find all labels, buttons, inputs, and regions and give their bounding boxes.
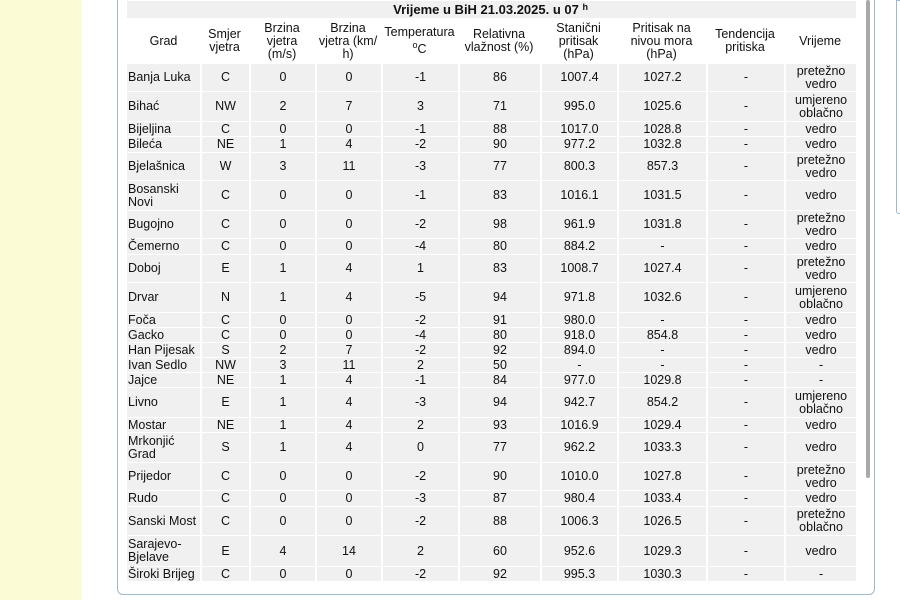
- cell-brzina-kmh: 4: [315, 388, 381, 417]
- cell-grad: Sanski Most: [127, 507, 200, 535]
- cell-smjer: C: [200, 491, 249, 506]
- cell-pritisak-more: -: [617, 313, 706, 327]
- cell-brzina-kmh: 0: [315, 567, 381, 581]
- cell-tendencija: -: [706, 491, 784, 506]
- cell-brzina-kmh: 7: [315, 92, 381, 121]
- hour-superscript: h: [582, 2, 588, 12]
- cell-brzina-kmh: 0: [315, 239, 381, 254]
- cell-temperatura: -3: [381, 388, 458, 417]
- cell-stanicni-pritisak: 995.3: [540, 567, 617, 581]
- cell-temperatura: -1: [381, 181, 458, 210]
- table-row: [127, 283, 856, 312]
- table-row: [127, 373, 856, 387]
- cell-vrijeme: vedro: [784, 239, 856, 254]
- table-title: Vrijeme u BiH 21.03.2025. u 07 $^h$: [127, 1, 856, 18]
- cell-tendencija: -: [706, 418, 784, 432]
- cell-pritisak-more: 1027.8: [617, 463, 706, 490]
- table-row: [127, 358, 856, 372]
- cell-grad: Doboj: [127, 255, 200, 282]
- cell-brzina-ms: 0: [249, 64, 315, 91]
- cell-tendencija: -: [706, 536, 784, 566]
- cell-tendencija: -: [706, 358, 784, 372]
- cell-vrijeme: vedro: [784, 181, 856, 210]
- cell-brzina-ms: 0: [249, 507, 315, 535]
- cell-grad: Drvar: [127, 283, 200, 312]
- cell-stanicni-pritisak: 894.0: [540, 343, 617, 357]
- header-temperatura: Temperatura $^o$C: [381, 19, 458, 63]
- page-background-left: [0, 0, 82, 600]
- table-row: [127, 418, 856, 432]
- cell-temperatura: 2: [381, 358, 458, 372]
- cell-vrijeme: umjereno oblačno: [784, 388, 856, 417]
- cell-brzina-kmh: 0: [315, 181, 381, 210]
- cell-vrijeme: vedro: [784, 137, 856, 152]
- cell-grad: Jajce: [127, 373, 200, 387]
- cell-tendencija: -: [706, 507, 784, 535]
- cell-grad: Bihać: [127, 92, 200, 121]
- cell-stanicni-pritisak: 1010.0: [540, 463, 617, 490]
- cell-vlaznost: 94: [458, 283, 540, 312]
- cell-grad: Bosanski Novi: [127, 181, 200, 210]
- cell-pritisak-more: -: [617, 239, 706, 254]
- cell-tendencija: -: [706, 463, 784, 490]
- cell-tendencija: -: [706, 122, 784, 136]
- cell-smjer: NE: [200, 418, 249, 432]
- cell-vlaznost: 80: [458, 328, 540, 342]
- cell-stanicni-pritisak: 977.0: [540, 373, 617, 387]
- cell-temperatura: -2: [381, 313, 458, 327]
- cell-tendencija: -: [706, 153, 784, 180]
- table-body: [127, 64, 856, 581]
- cell-pritisak-more: 1029.3: [617, 536, 706, 566]
- table-row: [127, 211, 856, 238]
- table-row: [127, 255, 856, 282]
- cell-brzina-ms: 0: [249, 463, 315, 490]
- cell-temperatura: 1: [381, 255, 458, 282]
- cell-smjer: C: [200, 64, 249, 91]
- cell-smjer: E: [200, 536, 249, 566]
- cell-pritisak-more: 1032.6: [617, 283, 706, 312]
- scrollbar-thumb[interactable]: [866, 0, 870, 478]
- table-row: [127, 328, 856, 342]
- cell-temperatura: -4: [381, 239, 458, 254]
- cell-stanicni-pritisak: 980.4: [540, 491, 617, 506]
- cell-pritisak-more: 1029.8: [617, 373, 706, 387]
- cell-smjer: W: [200, 153, 249, 180]
- cell-smjer: C: [200, 211, 249, 238]
- cell-stanicni-pritisak: 1007.4: [540, 64, 617, 91]
- cell-temperatura: 0: [381, 433, 458, 462]
- cell-temperatura: 3: [381, 92, 458, 121]
- cell-vrijeme: umjereno oblačno: [784, 283, 856, 312]
- cell-pritisak-more: 854.8: [617, 328, 706, 342]
- cell-stanicni-pritisak: 1016.1: [540, 181, 617, 210]
- table-row: [127, 491, 856, 506]
- cell-brzina-ms: 1: [249, 283, 315, 312]
- cell-temperatura: -3: [381, 491, 458, 506]
- table-row: [127, 507, 856, 535]
- cell-vlaznost: 94: [458, 388, 540, 417]
- cell-smjer: NW: [200, 358, 249, 372]
- cell-pritisak-more: 1026.5: [617, 507, 706, 535]
- cell-smjer: C: [200, 313, 249, 327]
- cell-temperatura: -4: [381, 328, 458, 342]
- header-relativna-vlaznost: Relativna vlažnost (%): [458, 19, 540, 63]
- cell-grad: Foča: [127, 313, 200, 327]
- cell-temperatura: 2: [381, 418, 458, 432]
- cell-brzina-ms: 0: [249, 567, 315, 581]
- cell-brzina-ms: 2: [249, 343, 315, 357]
- cell-brzina-ms: 1: [249, 373, 315, 387]
- cell-brzina-kmh: 11: [315, 153, 381, 180]
- weather-table: [127, 0, 856, 582]
- cell-smjer: E: [200, 388, 249, 417]
- cell-brzina-ms: 1: [249, 255, 315, 282]
- cell-vlaznost: 84: [458, 373, 540, 387]
- cell-tendencija: -: [706, 567, 784, 581]
- cell-stanicni-pritisak: 961.9: [540, 211, 617, 238]
- cell-vrijeme: -: [784, 358, 856, 372]
- cell-stanicni-pritisak: 1006.3: [540, 507, 617, 535]
- cell-pritisak-more: -: [617, 343, 706, 357]
- cell-tendencija: -: [706, 343, 784, 357]
- cell-grad: Čemerno: [127, 239, 200, 254]
- cell-tendencija: -: [706, 328, 784, 342]
- cell-vlaznost: 60: [458, 536, 540, 566]
- cell-stanicni-pritisak: 995.0: [540, 92, 617, 121]
- cell-brzina-kmh: 4: [315, 373, 381, 387]
- cell-brzina-kmh: 0: [315, 64, 381, 91]
- cell-grad: Banja Luka: [127, 64, 200, 91]
- cell-vlaznost: 88: [458, 122, 540, 136]
- cell-brzina-ms: 4: [249, 536, 315, 566]
- cell-brzina-kmh: 4: [315, 433, 381, 462]
- table-row: [127, 64, 856, 91]
- cell-vlaznost: 83: [458, 255, 540, 282]
- cell-vrijeme: vedro: [784, 313, 856, 327]
- cell-brzina-kmh: 0: [315, 328, 381, 342]
- cell-brzina-kmh: 0: [315, 463, 381, 490]
- cell-stanicni-pritisak: 884.2: [540, 239, 617, 254]
- cell-tendencija: -: [706, 181, 784, 210]
- cell-vrijeme: vedro: [784, 122, 856, 136]
- header-grad: Grad: [127, 19, 200, 63]
- cell-tendencija: -: [706, 255, 784, 282]
- cell-vlaznost: 93: [458, 418, 540, 432]
- table-row: [127, 122, 856, 136]
- cell-brzina-ms: 0: [249, 122, 315, 136]
- cell-vrijeme: pretežno vedro: [784, 255, 856, 282]
- cell-tendencija: -: [706, 283, 784, 312]
- cell-brzina-kmh: 4: [315, 418, 381, 432]
- cell-stanicni-pritisak: 800.3: [540, 153, 617, 180]
- cell-smjer: NW: [200, 92, 249, 121]
- table-row: [127, 239, 856, 254]
- cell-smjer: E: [200, 255, 249, 282]
- cell-tendencija: -: [706, 388, 784, 417]
- cell-brzina-kmh: 4: [315, 255, 381, 282]
- cell-smjer: C: [200, 567, 249, 581]
- cell-vlaznost: 71: [458, 92, 540, 121]
- cell-vrijeme: vedro: [784, 343, 856, 357]
- cell-vrijeme: pretežno vedro: [784, 211, 856, 238]
- cell-grad: Livno: [127, 388, 200, 417]
- cell-pritisak-more: 1025.6: [617, 92, 706, 121]
- table-row: [127, 433, 856, 462]
- cell-pritisak-more: 1033.4: [617, 491, 706, 506]
- cell-brzina-ms: 1: [249, 137, 315, 152]
- cell-brzina-kmh: 0: [315, 122, 381, 136]
- cell-vrijeme: umjereno oblačno: [784, 92, 856, 121]
- cell-pritisak-more: 1028.8: [617, 122, 706, 136]
- cell-temperatura: -3: [381, 153, 458, 180]
- cell-vrijeme: vedro: [784, 418, 856, 432]
- cell-smjer: NE: [200, 137, 249, 152]
- cell-stanicni-pritisak: 1016.9: [540, 418, 617, 432]
- header-brzina-kmh: Brzina vjetra (km/ h): [315, 19, 381, 63]
- cell-grad: Bugojno: [127, 211, 200, 238]
- cell-tendencija: -: [706, 313, 784, 327]
- table-title-row: [127, 1, 856, 18]
- cell-grad: Mrkonjić Grad: [127, 433, 200, 462]
- cell-brzina-kmh: 4: [315, 283, 381, 312]
- cell-brzina-ms: 1: [249, 388, 315, 417]
- cell-brzina-ms: 0: [249, 181, 315, 210]
- header-vrijeme: Vrijeme: [784, 19, 856, 63]
- cell-pritisak-more: 1027.2: [617, 64, 706, 91]
- cell-tendencija: -: [706, 137, 784, 152]
- cell-vrijeme: vedro: [784, 491, 856, 506]
- table-row: [127, 137, 856, 152]
- cell-temperatura: -2: [381, 137, 458, 152]
- cell-grad: Prijedor: [127, 463, 200, 490]
- table-row: [127, 153, 856, 180]
- cell-stanicni-pritisak: 977.2: [540, 137, 617, 152]
- cell-brzina-ms: 0: [249, 211, 315, 238]
- cell-brzina-ms: 1: [249, 418, 315, 432]
- cell-brzina-ms: 0: [249, 491, 315, 506]
- cell-stanicni-pritisak: 918.0: [540, 328, 617, 342]
- cell-brzina-ms: 2: [249, 92, 315, 121]
- cell-grad: Han Pijesak: [127, 343, 200, 357]
- cell-temperatura: 2: [381, 536, 458, 566]
- cell-brzina-kmh: 4: [315, 137, 381, 152]
- cell-temperatura: -1: [381, 64, 458, 91]
- cell-temperatura: -2: [381, 507, 458, 535]
- cell-grad: Mostar: [127, 418, 200, 432]
- cell-pritisak-more: 854.2: [617, 388, 706, 417]
- cell-tendencija: -: [706, 433, 784, 462]
- cell-vrijeme: pretežno vedro: [784, 463, 856, 490]
- cell-grad: Bjelašnica: [127, 153, 200, 180]
- cell-vlaznost: 90: [458, 137, 540, 152]
- table-header-row: [127, 19, 856, 63]
- cell-temperatura: -2: [381, 343, 458, 357]
- cell-smjer: C: [200, 181, 249, 210]
- table-row: [127, 536, 856, 566]
- cell-tendencija: -: [706, 239, 784, 254]
- table-row: [127, 181, 856, 210]
- cell-pritisak-more: 1033.3: [617, 433, 706, 462]
- cell-vlaznost: 80: [458, 239, 540, 254]
- header-stanicni-pritisak: Stanični pritisak (hPa): [540, 19, 617, 63]
- cell-smjer: N: [200, 283, 249, 312]
- cell-grad: Rudo: [127, 491, 200, 506]
- cell-stanicni-pritisak: 952.6: [540, 536, 617, 566]
- cell-smjer: C: [200, 328, 249, 342]
- cell-vrijeme: pretežno vedro: [784, 153, 856, 180]
- cell-temperatura: -2: [381, 567, 458, 581]
- cell-tendencija: -: [706, 211, 784, 238]
- adjacent-panel-edge: [896, 0, 900, 214]
- cell-brzina-kmh: 0: [315, 491, 381, 506]
- cell-smjer: S: [200, 343, 249, 357]
- cell-brzina-kmh: 0: [315, 313, 381, 327]
- cell-smjer: C: [200, 122, 249, 136]
- cell-brzina-ms: 3: [249, 358, 315, 372]
- cell-brzina-kmh: 14: [315, 536, 381, 566]
- cell-vlaznost: 86: [458, 64, 540, 91]
- cell-vlaznost: 92: [458, 567, 540, 581]
- cell-vlaznost: 91: [458, 313, 540, 327]
- cell-tendencija: -: [706, 92, 784, 121]
- cell-temperatura: -1: [381, 373, 458, 387]
- cell-smjer: C: [200, 507, 249, 535]
- cell-vlaznost: 92: [458, 343, 540, 357]
- cell-pritisak-more: 1031.5: [617, 181, 706, 210]
- cell-smjer: S: [200, 433, 249, 462]
- table-row: [127, 313, 856, 327]
- cell-temperatura: -1: [381, 122, 458, 136]
- table-row: [127, 388, 856, 417]
- cell-stanicni-pritisak: 980.0: [540, 313, 617, 327]
- cell-pritisak-more: -: [617, 358, 706, 372]
- cell-brzina-ms: 0: [249, 239, 315, 254]
- cell-brzina-ms: 3: [249, 153, 315, 180]
- cell-brzina-kmh: 0: [315, 507, 381, 535]
- cell-pritisak-more: 1030.3: [617, 567, 706, 581]
- cell-vrijeme: vedro: [784, 328, 856, 342]
- table-row: [127, 92, 856, 121]
- cell-vlaznost: 87: [458, 491, 540, 506]
- cell-grad: Ivan Sedlo: [127, 358, 200, 372]
- cell-vrijeme: -: [784, 373, 856, 387]
- cell-stanicni-pritisak: 942.7: [540, 388, 617, 417]
- cell-vlaznost: 88: [458, 507, 540, 535]
- header-smjer-vjetra: Smjer vjetra: [200, 19, 249, 63]
- cell-pritisak-more: 1031.8: [617, 211, 706, 238]
- cell-stanicni-pritisak: 1017.0: [540, 122, 617, 136]
- table-row: [127, 463, 856, 490]
- cell-vlaznost: 83: [458, 181, 540, 210]
- cell-stanicni-pritisak: 971.8: [540, 283, 617, 312]
- cell-pritisak-more: 1029.4: [617, 418, 706, 432]
- cell-vlaznost: 77: [458, 153, 540, 180]
- header-brzina-ms: Brzina vjetra (m/s): [249, 19, 315, 63]
- cell-temperatura: -2: [381, 211, 458, 238]
- cell-brzina-ms: 0: [249, 328, 315, 342]
- cell-brzina-kmh: 11: [315, 358, 381, 372]
- cell-vlaznost: 98: [458, 211, 540, 238]
- cell-vrijeme: vedro: [784, 536, 856, 566]
- cell-temperatura: -5: [381, 283, 458, 312]
- cell-vlaznost: 77: [458, 433, 540, 462]
- cell-brzina-kmh: 7: [315, 343, 381, 357]
- table-row: [127, 567, 856, 581]
- cell-pritisak-more: 1027.4: [617, 255, 706, 282]
- cell-grad: Široki Brijeg: [127, 567, 200, 581]
- cell-grad: Gacko: [127, 328, 200, 342]
- cell-tendencija: -: [706, 64, 784, 91]
- cell-vrijeme: vedro: [784, 433, 856, 462]
- cell-grad: Bileća: [127, 137, 200, 152]
- cell-stanicni-pritisak: 1008.7: [540, 255, 617, 282]
- cell-tendencija: -: [706, 373, 784, 387]
- cell-pritisak-more: 857.3: [617, 153, 706, 180]
- cell-grad: Bijeljina: [127, 122, 200, 136]
- cell-smjer: C: [200, 463, 249, 490]
- cell-temperatura: -2: [381, 463, 458, 490]
- cell-brzina-ms: 1: [249, 433, 315, 462]
- cell-vrijeme: pretežno vedro: [784, 64, 856, 91]
- cell-stanicni-pritisak: -: [540, 358, 617, 372]
- cell-vrijeme: -: [784, 567, 856, 581]
- cell-smjer: NE: [200, 373, 249, 387]
- table-row: [127, 343, 856, 357]
- cell-vlaznost: 50: [458, 358, 540, 372]
- cell-pritisak-more: 1032.8: [617, 137, 706, 152]
- header-pritisak-nivo-mora: Pritisak na nivou mora (hPa): [617, 19, 706, 63]
- cell-brzina-ms: 0: [249, 313, 315, 327]
- cell-stanicni-pritisak: 962.2: [540, 433, 617, 462]
- cell-smjer: C: [200, 239, 249, 254]
- cell-grad: Sarajevo-Bjelave: [127, 536, 200, 566]
- cell-vrijeme: pretežno oblačno: [784, 507, 856, 535]
- cell-brzina-kmh: 0: [315, 211, 381, 238]
- cell-vlaznost: 90: [458, 463, 540, 490]
- header-tendencija: Tendencija pritiska: [706, 19, 784, 63]
